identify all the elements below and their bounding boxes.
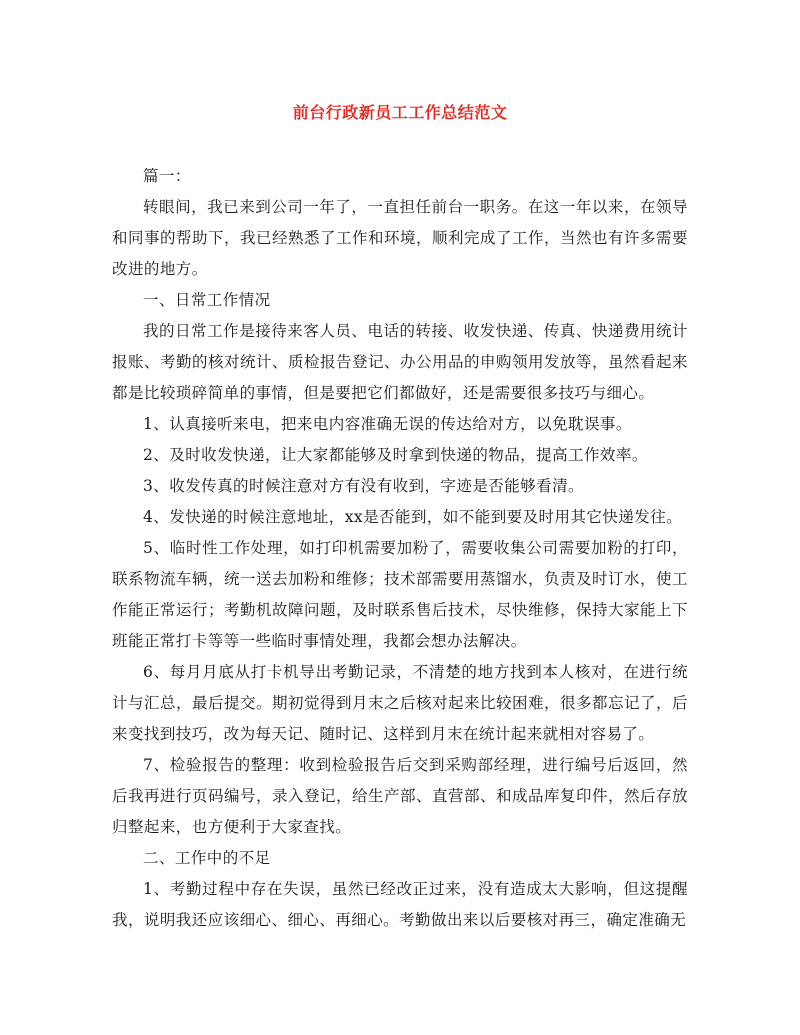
section-heading-shortcomings: 二、工作中的不足: [143, 849, 271, 867]
section-label-pian-yi: 篇一：: [143, 167, 191, 185]
list-item-1: 1、认真接听来电，把来电内容准确无误的传达给对方，以免耽误事。: [143, 415, 632, 433]
shortcoming-item-1: 1、考勤过程中存在失误，虽然已经改正过来，没有造成太大影响，但这提醒我，说明我还应该细心、细心、再细心。考勤做出来以后要核对再三，确定准确无: [112, 880, 688, 929]
document-body: [112, 161, 688, 936]
daily-work-paragraph: 我的日常工作是接待来客人员、电话的转接、收发快递、传真、快递费用统计报账、考勤的核对统计、质检报告登记、办公用品的申购领用发放等，虽然看起来都是比较琐碎简单的事情，但是要把它们都做好，还是需要很多技巧与细心。: [112, 322, 688, 402]
list-item-3: 3、收发传真的时候注意对方有没有收到，字迹是否能够看清。: [143, 477, 584, 495]
section-heading-daily-work: 一、日常工作情况: [143, 291, 271, 309]
list-item-7: 7、检验报告的整理：收到检验报告后交到采购部经理，进行编号后返回，然后我再进行页码编号，录入登记，给生产部、直营部、和成品库复印件，然后存放归整起来，也方便利于大家查找。: [112, 756, 688, 836]
list-item-2: 2、及时收发快递，让大家都能够及时拿到快递的物品，提高工作效率。: [143, 446, 648, 464]
document-title: 前台行政新员工工作总结范文: [292, 103, 508, 122]
list-item-5: 5、临时性工作处理，如打印机需要加粉了，需要收集公司需要加粉的打印，联系物流车辆，统一送去加粉和维修；技术部需要用蒸馏水，负责及时订水，使工作能正常运行；考勤机故障问题，及时联系售后技术，尽快维修，保持大家能上下班能正常打卡等等一些临时事情处理，我都会想办法解决。: [112, 539, 688, 650]
list-item-4: 4、发快递的时候注意地址，xx是否能到，如不能到要及时用其它快递发往。: [143, 508, 683, 526]
intro-paragraph: 转眼间，我已来到公司一年了，一直担任前台一职务。在这一年以来，在领导和同事的帮助下，我已经熟悉了工作和环境，顺利完成了工作，当然也有许多需要改进的地方。: [112, 198, 688, 278]
list-item-6: 6、每月月底从打卡机导出考勤记录，不清楚的地方找到本人核对，在进行统计与汇总，最后提交。期初觉得到月末之后核对起来比较困难，很多都忘记了，后来变找到技巧，改为每天记、随时记、这样到月末在统计起来就相对容易了。: [112, 663, 688, 743]
